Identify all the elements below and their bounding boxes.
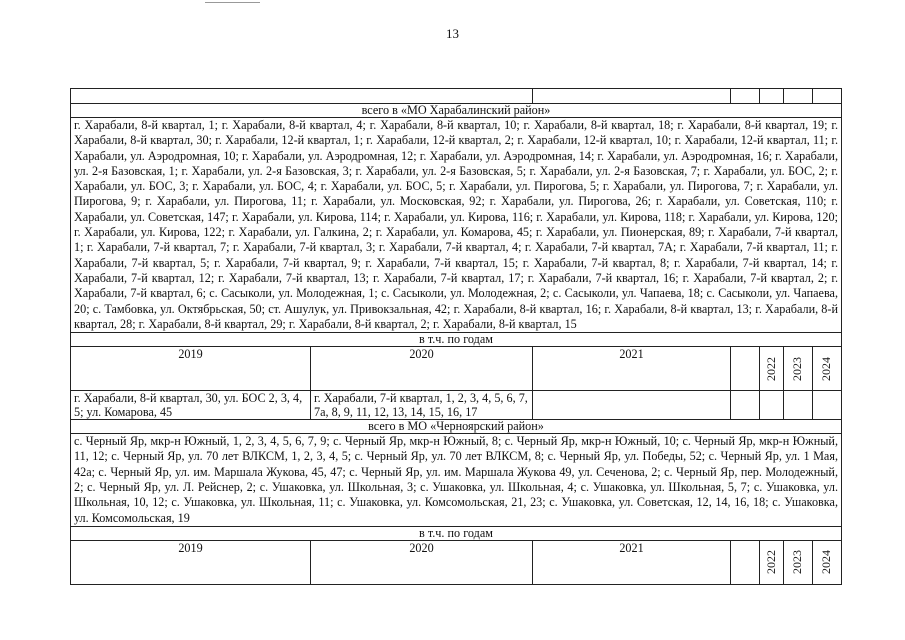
year-2021-header: 2021	[533, 347, 731, 391]
section-title: всего в МО «Черноярский район»	[71, 420, 842, 434]
year-2020-value: г. Харабали, 7-й квартал, 1, 2, 3, 4, 5, 6, 7, 7а, 8, 9, 11, 12, 13, 14, 15, 16, 17	[311, 391, 533, 420]
by-years-label: в т.ч. по годам	[71, 526, 842, 540]
scan-artifact-line	[205, 2, 260, 3]
by-years-label: в т.ч. по годам	[71, 333, 842, 347]
year-values-row	[71, 391, 842, 420]
year-2022-header: 2022	[760, 540, 784, 584]
address-list: с. Черный Яр, мкр-н Южный, 1, 2, 3, 4, 5, 6, 7, 9; с. Черный Яр, мкр-н Южный, 8; с. Черный Яр, мкр-н Южный, 10; с. Черный Яр, мкр-н Южный, 11, 12; с. Черный Яр, ул. 70 лет ВЛКСМ, 1, 2, 3, 4, 5; с. Черный Яр, ул. 70 лет ВЛКСМ, 8; с. Черный Яр, ул. Победы, 52; с. Черный Яр, ул. 1 Мая, 42а; с. Черный Яр, ул. им. Маршала Жукова, 45, 47; с. Черный Яр, ул. им. Маршала Жукова 49, ул. Сеченова, 2; с. Черный Яр, пер. Молодежный, 2; с. Черный Яр, ул. Л. Рейснер, 2; с. Ушаковка, ул. Школьная, 3; с. Ушаковка, ул. Школьная, 4; с. Ушаковка, ул. Школьная, 5, 7; с. Ушаковка, ул. Школьная, 10, 12; с. Ушаковка, ул. Школьная, 11; с. Ушаковка, ул. Комсомольская, 21, 23; с. Ушаковка, ул. Советская, 12, 14, 16, 18; с. Ушаковка, ул. Комсомольская, 19	[71, 434, 842, 527]
year-2020-header: 2020	[311, 540, 533, 584]
year-header-row	[71, 347, 842, 391]
continuation-row	[71, 89, 842, 104]
year-2021-value	[533, 391, 731, 420]
by-years-row	[71, 526, 842, 540]
address-list: г. Харабали, 8-й квартал, 1; г. Харабали, 8-й квартал, 4; г. Харабали, 8-й квартал, 10; г. Харабали, 8-й квартал, 18; г. Харабали, 8-й квартал, 19; г. Харабали, 8-й квартал, 30; г. Харабали, 12-й квартал, 1; г. Харабали, 12-й квартал, 2; г. Харабали, 12-й квартал, 10; г. Харабали, 12-й квартал, 11; г. Харабали, ул. Аэродромная, 10; г. Харабали, ул. Аэродромная, 12; г. Харабали, ул. Аэродромная, 14; г. Харабали, ул. Аэродромная, 16; г. Харабали, ул. 2-я Базовская, 1; г. Харабали, ул. 2-я Базовская, 3; г. Харабали, ул. 2-я Базовская, 5; г. Харабали, ул. 2-я Базовская, 7; г. Харабали, ул. БОС, 2; г. Харабали, ул. БОС, 3; г. Харабали, ул. БОС, 4; г. Харабали, ул. БОС, 5; г. Харабали, ул. Пирогова, 5; г. Харабали, ул. Пирогова, 7; г. Харабали, ул. Пирогова, 9; г. Харабали, ул. Пирогова, 11; г. Харабали, ул. Московская, 92; г. Харабали, ул. Пирогова, 26; г. Харабали, ул. Советская, 110; г. Харабали, ул. Советская, 147; г. Харабали, ул. Кирова, 114; г. Харабали, ул. Кирова, 116; г. Харабали, ул. Кирова, 118; г. Харабали, ул. Кирова, 120; г. Харабали, ул. Кирова, 122; г. Харабали, ул. Галкина, 2; г. Харабали, ул. Комарова, 45; г. Харабали, ул. Пионерская, 89; г. Харабали, 7-й квартал, 1; г. Харабали, 7-й квартал, 7; г. Харабали, 7-й квартал, 3; г. Харабали, 7-й квартал, 4; г. Харабали, 7-й квартал, 7А; г. Харабали, 7-й квартал, 11; г. Харабали, 7-й квартал, 5; г. Харабали, 7-й квартал, 9; г. Харабали, 7-й квартал, 15; г. Харабали, 7-й квартал, 8; г. Харабали, 7-й квартал, 14; г. Харабали, 7-й квартал, 12; г. Харабали, 7-й квартал, 13; г. Харабали, 7-й квартал, 17; г. Харабали, 7-й квартал, 16; г. Харабали, 7-й квартал, 2; г. Харабали, 7-й квартал, 6; с. Сасыколи, ул. Молодежная, 1; с. Сасыколи, ул. Молодежная, 2; с. Сасыколи, ул. Чапаева, 18; с. Сасыколи, ул. Чапаева, 20; с. Тамбовка, ул. Октябрьская, 50; ст. Ашулук, ул. Привокзальная, 42; г. Харабали, 8-й квартал, 16; г. Харабали, 8-й квартал, 13; г. Харабали, 8-й квартал, 28; г. Харабали, 8-й квартал, 29; г. Харабали, 8-й квартал, 2; г. Харабали, 8-й квартал, 15	[71, 118, 842, 333]
year-2024-header: 2024	[813, 540, 842, 584]
year-2019-header: 2019	[71, 540, 311, 584]
year-2023-value	[784, 391, 813, 420]
year-2019-value: г. Харабали, 8-й квартал, 30, ул. БОС 2, 3, 4, 5; ул. Комарова, 45	[71, 391, 311, 420]
year-2019-header: 2019	[71, 347, 311, 391]
section-addresses-row	[71, 434, 842, 527]
address-table	[70, 88, 842, 585]
section-title-row	[71, 420, 842, 434]
section-title: всего в «МО Харабалинский район»	[71, 104, 842, 118]
year-2024-value	[813, 391, 842, 420]
page-number: 13	[446, 26, 459, 41]
by-years-row	[71, 333, 842, 347]
year-header-row	[71, 540, 842, 584]
year-2022-value	[760, 391, 784, 420]
year-2021-header: 2021	[533, 540, 731, 584]
year-2023-header: 2023	[784, 347, 813, 391]
section-title-row	[71, 104, 842, 118]
year-2023-header: 2023	[784, 540, 813, 584]
year-2024-header: 2024	[813, 347, 842, 391]
section-addresses-row	[71, 118, 842, 333]
year-2020-header: 2020	[311, 347, 533, 391]
year-2022-header: 2022	[760, 347, 784, 391]
